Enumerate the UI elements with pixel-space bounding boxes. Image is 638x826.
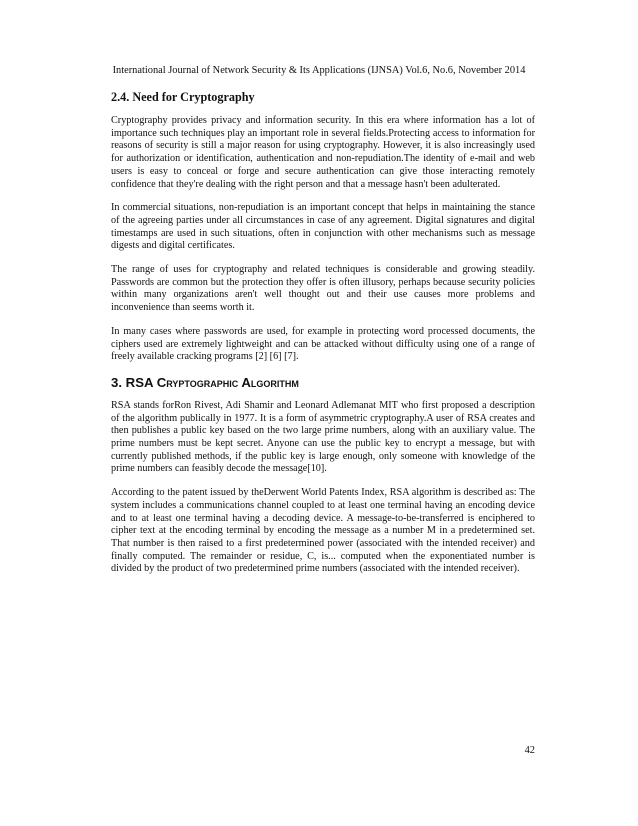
section-3-paragraph-1: RSA stands forRon Rivest, Adi Shamir and Leonard Adlemanat MIT who first proposed a description of the algorithm publically in 1977. It is a form of asymmetric cryptography.A user of RSA creates and then publishes a public key based on the two large prime numbers, along with an auxiliary value. The prime numbers must be kept secret. Anyone can use the public key to encrypt a message, but with currently published methods, if the public key is large enough, only someone with knowledge of the prime numbers can feasibly decode the message[10]. bbox=[111, 399, 535, 475]
page-number: 42 bbox=[524, 745, 535, 756]
section-2-4-paragraph-4: In many cases where passwords are used, for example in protecting word processed documents, the ciphers used are extremely lightweight and can be attacked without difficulty using one of a range of freely available cracking programs [2] [6] [7]. bbox=[111, 325, 535, 363]
section-2-4-paragraph-2: In commercial situations, non-repudiation is an important concept that helps in maintaining the stance of the agreeing parties under all circumstances in case of any agreement. Digital signatures and digital timestamps are used in such situations, often in conjunction with other mechanisms such as message digests and digital certificates. bbox=[111, 202, 535, 252]
section-3-title: RSA Cryptographic Algorithm bbox=[125, 374, 299, 390]
section-3-number: 3. bbox=[111, 374, 122, 390]
section-2-4-heading: 2.4. Need for Cryptography bbox=[111, 90, 255, 104]
section-2-4-paragraph-3: The range of uses for cryptography and related techniques is considerable and growing steadily. Passwords are common but the protection they offer is often illusory, perhaps because security policies within many organizations aren't well thought out and their use causes more problems and inconvenience than seems worth it. bbox=[111, 264, 535, 314]
section-3-paragraph-2: According to the patent issued by theDerwent World Patents Index, RSA algorithm is described as: The system includes a communications channel coupled to at least one terminal having an encoding device and to at least one terminal having a decoding device. A message-to-be-transferred is enciphered to cipher text at the encoding terminal by encoding the message as a number M in a predetermined set. That number is then raised to a first predetermined power (associated with the intended receiver) and finally computed. The remainder or residue, C, is... computed when the exponentiated number is divided by the product of two predetermined prime numbers (associated with the intended receiver). bbox=[111, 487, 535, 575]
page-body bbox=[111, 90, 535, 587]
section-2-4-paragraph-1: Cryptography provides privacy and information security. In this era where information has a lot of importance such techniques play an important role in several fields.Protecting access to information for reasons of security is still a major reason for using cryptography. However, it is also increasingly used for authorization or identification, authentication and non-repudiation.The identity of e-mail and web users is easy to conceal or forge and secure authentication can give those interacting remotely confidence that they're dealing with the right person and that a message hasn't been adulterated. bbox=[111, 115, 535, 190]
section-3-heading bbox=[111, 375, 535, 391]
running-header: International Journal of Network Security & Its Applications (IJNSA) Vol.6, No.6, November 2014 bbox=[112, 65, 526, 76]
